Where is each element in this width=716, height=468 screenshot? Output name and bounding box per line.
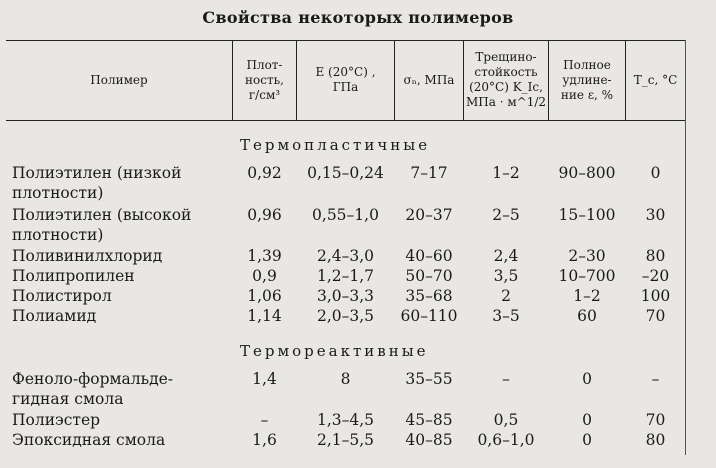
- section-thermoset: Термореактивные: [240, 342, 429, 360]
- tg-value: 70: [645, 307, 666, 325]
- polymer-name: Поливинилхлорид: [12, 247, 163, 265]
- modulus-value: 2,0–3,5: [316, 307, 375, 325]
- polymer-name: Эпоксидная смола: [12, 431, 166, 449]
- crack-value: 3–5: [492, 307, 520, 325]
- density-value: 1,06: [247, 287, 282, 305]
- header-strength: [395, 42, 463, 118]
- density-value: 0,9: [252, 267, 277, 285]
- header-tg-label: T_c, °C: [633, 72, 678, 87]
- modulus-value: 0,15–0,24: [307, 164, 384, 182]
- modulus-value: 1,3–4,5: [316, 411, 375, 429]
- tg-value: –: [651, 370, 660, 388]
- header-polymer-label: Полимер: [90, 72, 148, 87]
- polymer-name: Полиамид: [12, 307, 97, 325]
- modulus-value: 3,0–3,3: [316, 287, 375, 305]
- modulus-value: 2,1–5,5: [316, 431, 375, 449]
- strength-value: 35–55: [405, 370, 453, 388]
- elong-value: 1–2: [573, 287, 601, 305]
- header-bottom-rule: [6, 120, 686, 121]
- header-density-line3: г/см³: [248, 87, 281, 102]
- strength-value: 45–85: [405, 411, 453, 429]
- strength-value: 60–110: [400, 307, 458, 325]
- tg-value: 70: [645, 411, 666, 429]
- strength-value: 40–60: [405, 247, 453, 265]
- polymer-name: Полипропилен: [12, 267, 135, 285]
- strength-value: 35–68: [405, 287, 453, 305]
- crack-value: 1–2: [492, 164, 520, 182]
- table-title: Свойства некоторых полимеров: [202, 8, 514, 27]
- elong-value: 60: [577, 307, 597, 325]
- header-modulus-line1: E (20°C) ,: [315, 65, 376, 79]
- header-crack-line2: стойкость: [474, 65, 538, 79]
- header-density: [233, 42, 296, 118]
- header-tg: [626, 42, 685, 118]
- tg-value: 30: [645, 206, 666, 224]
- header-elongation-line3: ние ε, %: [560, 87, 614, 102]
- crack-value: –: [502, 370, 510, 388]
- header-crack-resistance: [464, 42, 548, 118]
- polymer-name: Феноло-формальде-гидная смола: [12, 370, 174, 408]
- crack-value: 2–5: [492, 206, 520, 224]
- elong-value: 0: [582, 411, 592, 429]
- modulus-value: 1,2–1,7: [316, 267, 375, 285]
- density-value: 1,6: [252, 431, 277, 449]
- strength-value: 40–85: [405, 431, 453, 449]
- header-elongation: [549, 42, 625, 118]
- modulus-value: 2,4–3,0: [316, 247, 375, 265]
- elong-value: 2–30: [568, 247, 606, 265]
- header-top-rule: [6, 40, 686, 41]
- elong-value: 10–700: [558, 267, 616, 285]
- header-density-line1: Плот-: [246, 57, 283, 72]
- strength-value: 20–37: [405, 206, 453, 224]
- header-modulus: [297, 42, 394, 118]
- section-thermoplastic: Термопластичные: [240, 136, 431, 154]
- header-elongation-line1: Полное: [563, 57, 611, 72]
- crack-value: 0,6–1,0: [477, 431, 535, 449]
- header-crack-line3: (20°C) K_Ic,: [469, 80, 543, 94]
- header-crack-line4: МПа · м^1/2: [465, 95, 547, 109]
- tg-value: –20: [641, 267, 670, 285]
- crack-value: 3,5: [493, 267, 519, 285]
- elong-value: 15–100: [558, 206, 616, 224]
- crack-value: 2: [501, 287, 511, 305]
- tg-value: 80: [645, 247, 666, 265]
- modulus-value: 0,55–1,0: [312, 206, 379, 224]
- header-crack-line1: Трещино-: [475, 50, 537, 64]
- modulus-value: 8: [340, 370, 351, 388]
- strength-value: 7–17: [410, 164, 448, 182]
- density-value: 1,14: [247, 307, 282, 325]
- density-value: 0,96: [247, 206, 282, 224]
- polymer-name: Полиэтилен (высокой плотности): [12, 206, 192, 244]
- header-polymer: [6, 42, 232, 118]
- polymer-name: Полиэстер: [12, 411, 101, 429]
- density-value: 1,4: [252, 370, 277, 388]
- tg-value: 80: [645, 431, 666, 449]
- strength-value: 50–70: [405, 267, 453, 285]
- polymer-name: Полистирол: [12, 287, 112, 305]
- density-value: 0,92: [247, 164, 282, 182]
- elong-value: 0: [582, 431, 592, 449]
- header-density-line2: ность,: [245, 72, 284, 87]
- elong-value: 0: [582, 370, 592, 388]
- density-value: 1,39: [247, 247, 282, 265]
- header-modulus-line2: ГПа: [332, 80, 359, 94]
- density-value: –: [260, 411, 269, 429]
- tg-value: 100: [640, 287, 671, 305]
- polymer-name: Полиэтилен (низкой плотности): [12, 164, 182, 202]
- table-right-border: [685, 40, 686, 455]
- crack-value: 0,5: [493, 411, 519, 429]
- header-elongation-line2: удлине-: [562, 72, 612, 87]
- elong-value: 90–800: [558, 164, 616, 182]
- tg-value: 0: [650, 164, 661, 182]
- crack-value: 2,4: [493, 247, 519, 265]
- header-strength-label: σₙ, МПа: [403, 72, 455, 87]
